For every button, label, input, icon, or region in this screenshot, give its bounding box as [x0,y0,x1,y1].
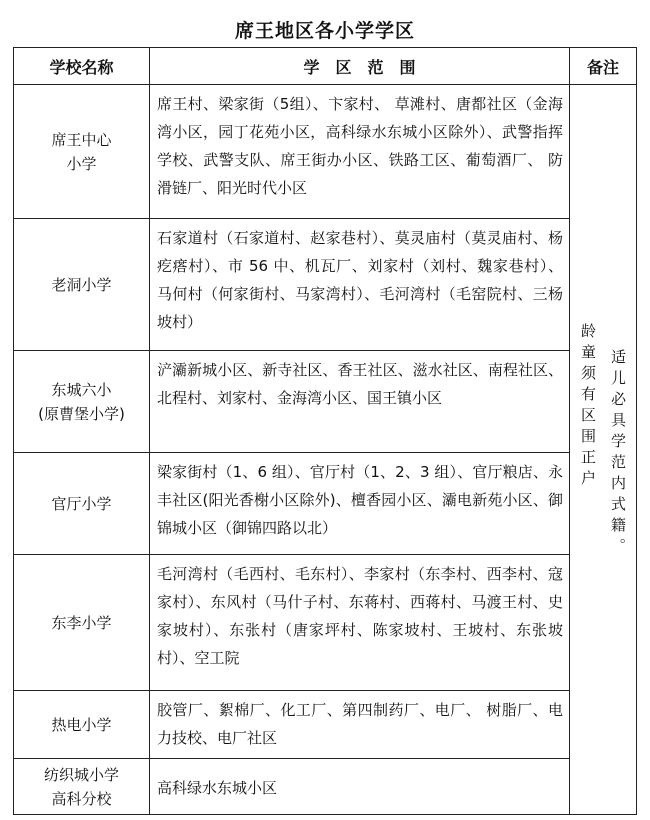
page-title: 席王地区各小学学区 [234,20,415,42]
district-range-cell: 高科绿水东城小区 [150,759,570,815]
table-row [14,85,637,219]
table-row [14,759,637,815]
school-name-line2: (原曹堡小学) [38,404,125,423]
school-name-line1: 东城六小 [51,380,112,399]
table-row [14,691,637,759]
school-name-cell [14,759,150,815]
district-range-cell: 浐灞新城小区、新寺社区、香王社区、滋水社区、南程社区、北程村、刘家村、金海湾小区、国王镇小区 [150,351,570,453]
school-name-line1: 东李小学 [51,613,112,632]
district-range-cell: 石家道村（石家道村、赵家巷村）、莫灵庙村（莫灵庙村、杨疙瘩村）、市 56 中、机瓦厂、刘家村（刘村、魏家巷村）、 马何村（何家街村、马家湾村）、毛河湾村（毛窑院村、三杨坡村） [150,219,570,351]
table-row [14,351,637,453]
school-district-table [13,47,637,815]
school-name-line1: 官厅小学 [51,494,112,513]
table-row [14,453,637,555]
remark-text-col-left: 适儿必具学范内式籍。 [609,348,627,559]
school-name-line2: 小学 [66,154,97,173]
school-name-cell [14,85,150,219]
table-header-row [14,48,637,85]
remark-cell [570,85,637,815]
school-name-cell [14,453,150,555]
school-name-cell [14,691,150,759]
school-name-line1: 席王中心 [51,130,112,149]
header-school-name: 学校名称 [14,48,150,85]
header-remark: 备注 [570,48,637,85]
school-name-line2: 高科分校 [51,789,112,808]
school-name-line1: 老洞小学 [51,275,112,294]
district-range-cell: 梁家街村（1、6 组）、官厅村（1、2、3 组）、官厅粮店、永丰社区(阳光香榭小区除外)、檀香园小区、灞电新苑小区、御锦城小区（御锦四路以北） [150,453,570,555]
district-range-cell: 毛河湾村（毛西村、毛东村）、李家村（东李村、西李村、寇家村）、东风村（马什子村、东蒋村、西蒋村、马渡王村、史家坡村）、东张村（唐家坪村、陈家坡村、王坡村、东张坡村）、空工院 [150,555,570,691]
remark-text-col-right: 龄童须有区围正户 [579,322,597,491]
school-name-cell [14,555,150,691]
school-name-cell [14,219,150,351]
table-row [14,555,637,691]
district-range-cell: 席王村、梁家街（5组）、卞家村、 草滩村、唐都社区（金海湾小区，园丁花苑小区，高科绿水东城小区除外）、武警指挥学校、武警支队、席王街办小区、铁路工区、葡萄酒厂、 防滑链厂、阳光时代小区 [150,85,570,219]
school-name-line1: 热电小学 [51,715,112,734]
school-name-cell [14,351,150,453]
header-district-range: 学 区 范 围 [150,48,570,85]
table-row [14,219,637,351]
school-name-line1: 纺织城小学 [43,765,119,784]
district-range-cell: 胶管厂、絮棉厂、化工厂、第四制药厂、电厂、 树脂厂、电力技校、电厂社区 [150,691,570,759]
